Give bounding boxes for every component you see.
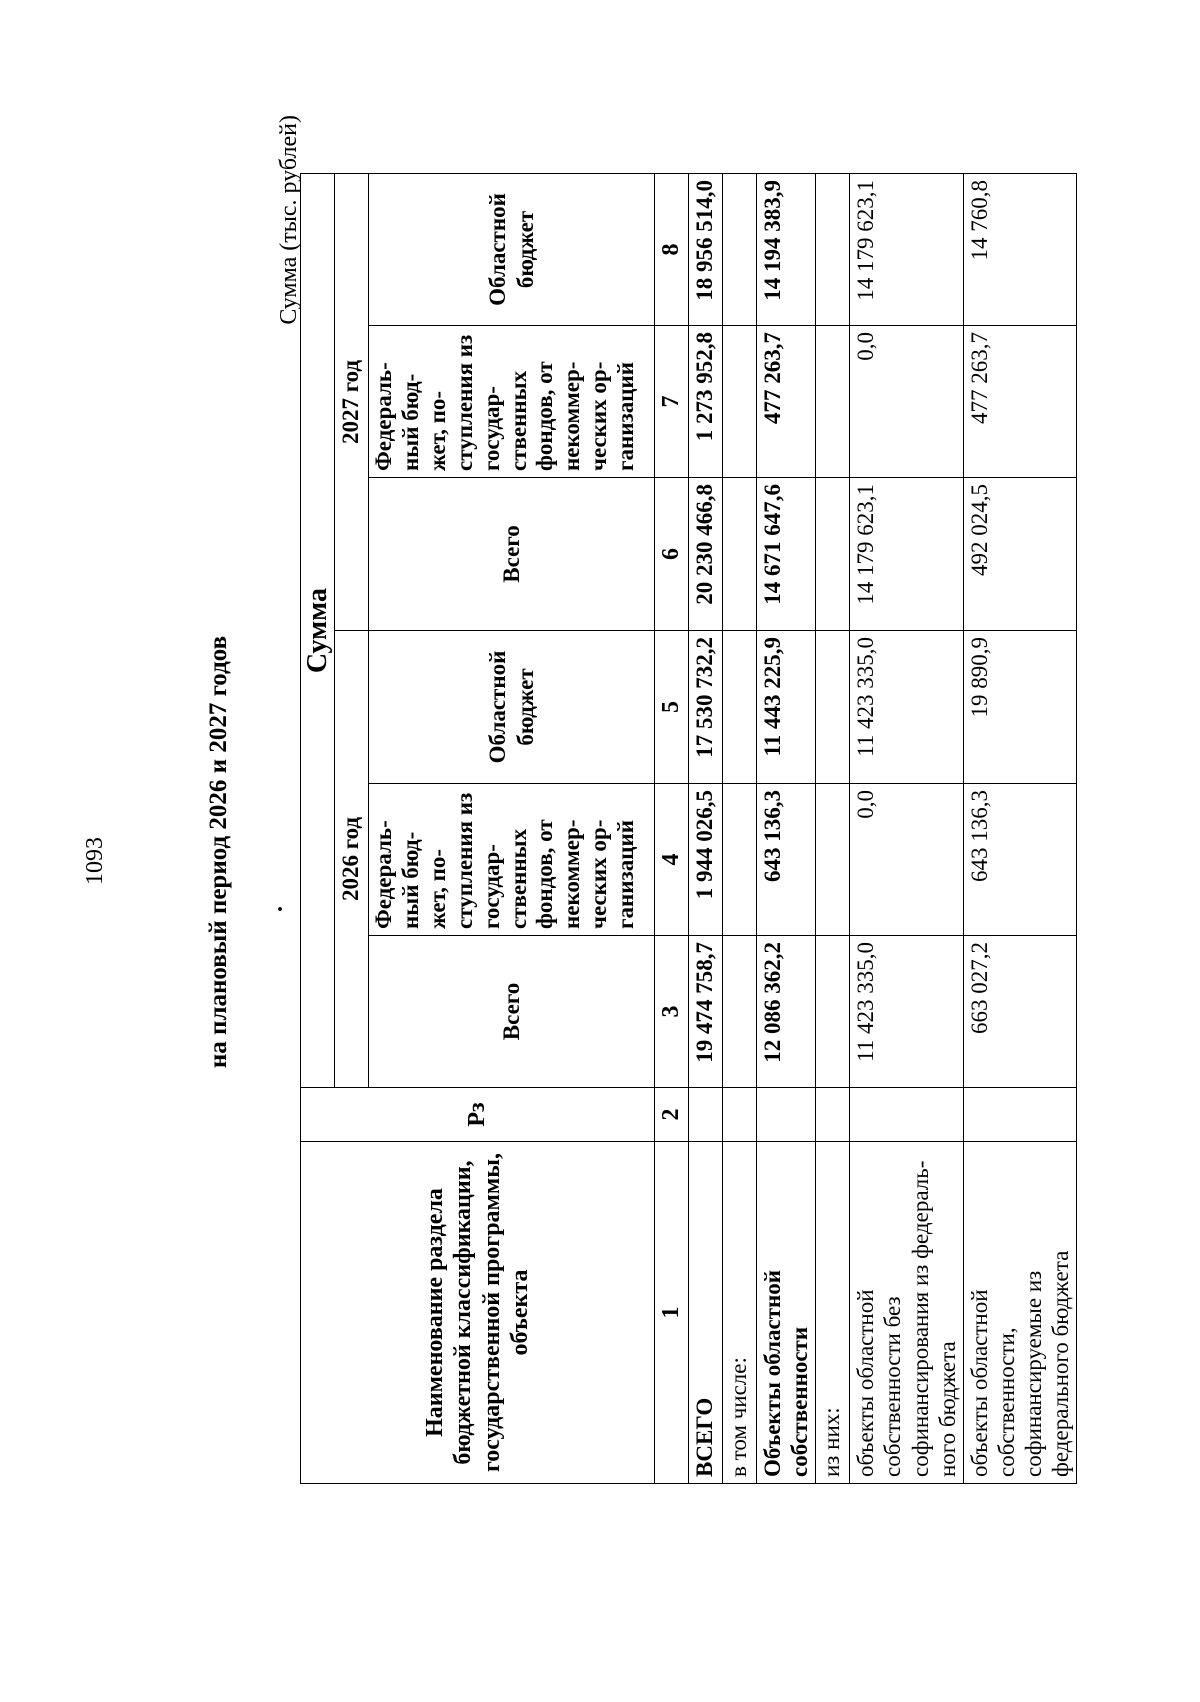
header-rz: Рз: [301, 1088, 655, 1142]
header-regional-2027: Областной бюджет: [369, 174, 655, 326]
header-sum: Сумма: [301, 174, 335, 1088]
row-value: [723, 478, 757, 631]
row-rz: [723, 1088, 757, 1142]
row-name: в том числе:: [723, 1142, 757, 1484]
header-name: Наименование раздела бюджетной классификации, государственной программы, объекта: [301, 1142, 655, 1484]
row-value: [723, 936, 757, 1088]
row-value: [816, 631, 850, 784]
header-total-2026: Всего: [369, 936, 655, 1088]
column-number-row: [655, 174, 689, 1484]
row-value: 14 194 383,9: [757, 174, 816, 326]
col-number: 8: [655, 174, 689, 326]
table-row: [850, 174, 964, 1484]
row-value: 14 760,8: [963, 174, 1077, 326]
row-value: 17 530 732,2: [689, 631, 723, 784]
row-value: 643 136,3: [757, 784, 816, 936]
col-number: 1: [655, 1142, 689, 1484]
table-row: [963, 174, 1077, 1484]
row-name: Объекты областной собственности: [757, 1142, 816, 1484]
row-rz: [757, 1088, 816, 1142]
header-year-2027: 2027 год: [335, 174, 369, 631]
row-value: 492 024,5: [963, 478, 1077, 631]
row-value: [816, 936, 850, 1088]
row-value: 14 179 623,1: [850, 174, 964, 326]
row-value: 11 423 335,0: [850, 631, 964, 784]
row-name: из них:: [816, 1142, 850, 1484]
row-value: [723, 326, 757, 478]
row-rz: [963, 1088, 1077, 1142]
row-value: [816, 784, 850, 936]
row-value: [816, 478, 850, 631]
col-number: 2: [655, 1088, 689, 1142]
row-value: 18 956 514,0: [689, 174, 723, 326]
row-value: [816, 174, 850, 326]
page-number: 1093: [82, 837, 108, 885]
row-value: 643 136,3: [963, 784, 1077, 936]
row-value: 11 423 335,0: [850, 936, 964, 1088]
row-value: [723, 174, 757, 326]
col-number: 7: [655, 326, 689, 478]
row-value: 11 443 225,9: [757, 631, 816, 784]
table-row: [723, 174, 757, 1484]
row-value: 20 230 466,8: [689, 478, 723, 631]
row-value: 1 273 952,8: [689, 326, 723, 478]
row-value: [723, 784, 757, 936]
row-value: 477 263,7: [963, 326, 1077, 478]
row-value: 663 027,2: [963, 936, 1077, 1088]
row-rz: [689, 1088, 723, 1142]
row-value: 19 890,9: [963, 631, 1077, 784]
header-total-2027: Всего: [369, 478, 655, 631]
row-name: ВСЕГО: [689, 1142, 723, 1484]
document-title: на плановый период 2026 и 2027 годов: [205, 635, 232, 1069]
header-federal-2027: Федераль-ный бюд-жет, по-ступления из государ-ственных фондов, от некоммер-ческих ор-ганизаций: [369, 326, 655, 478]
row-value: 12 086 362,2: [757, 936, 816, 1088]
row-rz: [850, 1088, 964, 1142]
table-row: [816, 174, 850, 1484]
col-number: 5: [655, 631, 689, 784]
col-number: 4: [655, 784, 689, 936]
header-federal-2026: Федераль-ный бюд-жет, по-ступления из государ-ственных фондов, от некоммер-ческих ор-ганизаций: [369, 784, 655, 936]
row-rz: [816, 1088, 850, 1142]
header-regional-2026: Областной бюджет: [369, 631, 655, 784]
col-number: 3: [655, 936, 689, 1088]
table-row: [757, 174, 816, 1484]
stray-dot: .: [262, 906, 288, 912]
units-label: Сумма (тыс. рублей): [276, 115, 302, 325]
row-value: 14 179 623,1: [850, 478, 964, 631]
row-value: 0,0: [850, 326, 964, 478]
col-number: 6: [655, 478, 689, 631]
row-name: объекты областной собственности без софинансирования из федераль-ного бюджета: [850, 1142, 964, 1484]
header-year-2026: 2026 год: [335, 631, 369, 1088]
row-value: [816, 326, 850, 478]
row-name: объекты областной собственности, софинансируемые из федерального бюджета: [963, 1142, 1077, 1484]
row-value: 1 944 026,5: [689, 784, 723, 936]
row-value: 0,0: [850, 784, 964, 936]
table-row: [689, 174, 723, 1484]
row-value: 14 671 647,6: [757, 478, 816, 631]
row-value: 19 474 758,7: [689, 936, 723, 1088]
row-value: [723, 631, 757, 784]
row-value: 477 263,7: [757, 326, 816, 478]
budget-table: [300, 173, 1077, 1484]
